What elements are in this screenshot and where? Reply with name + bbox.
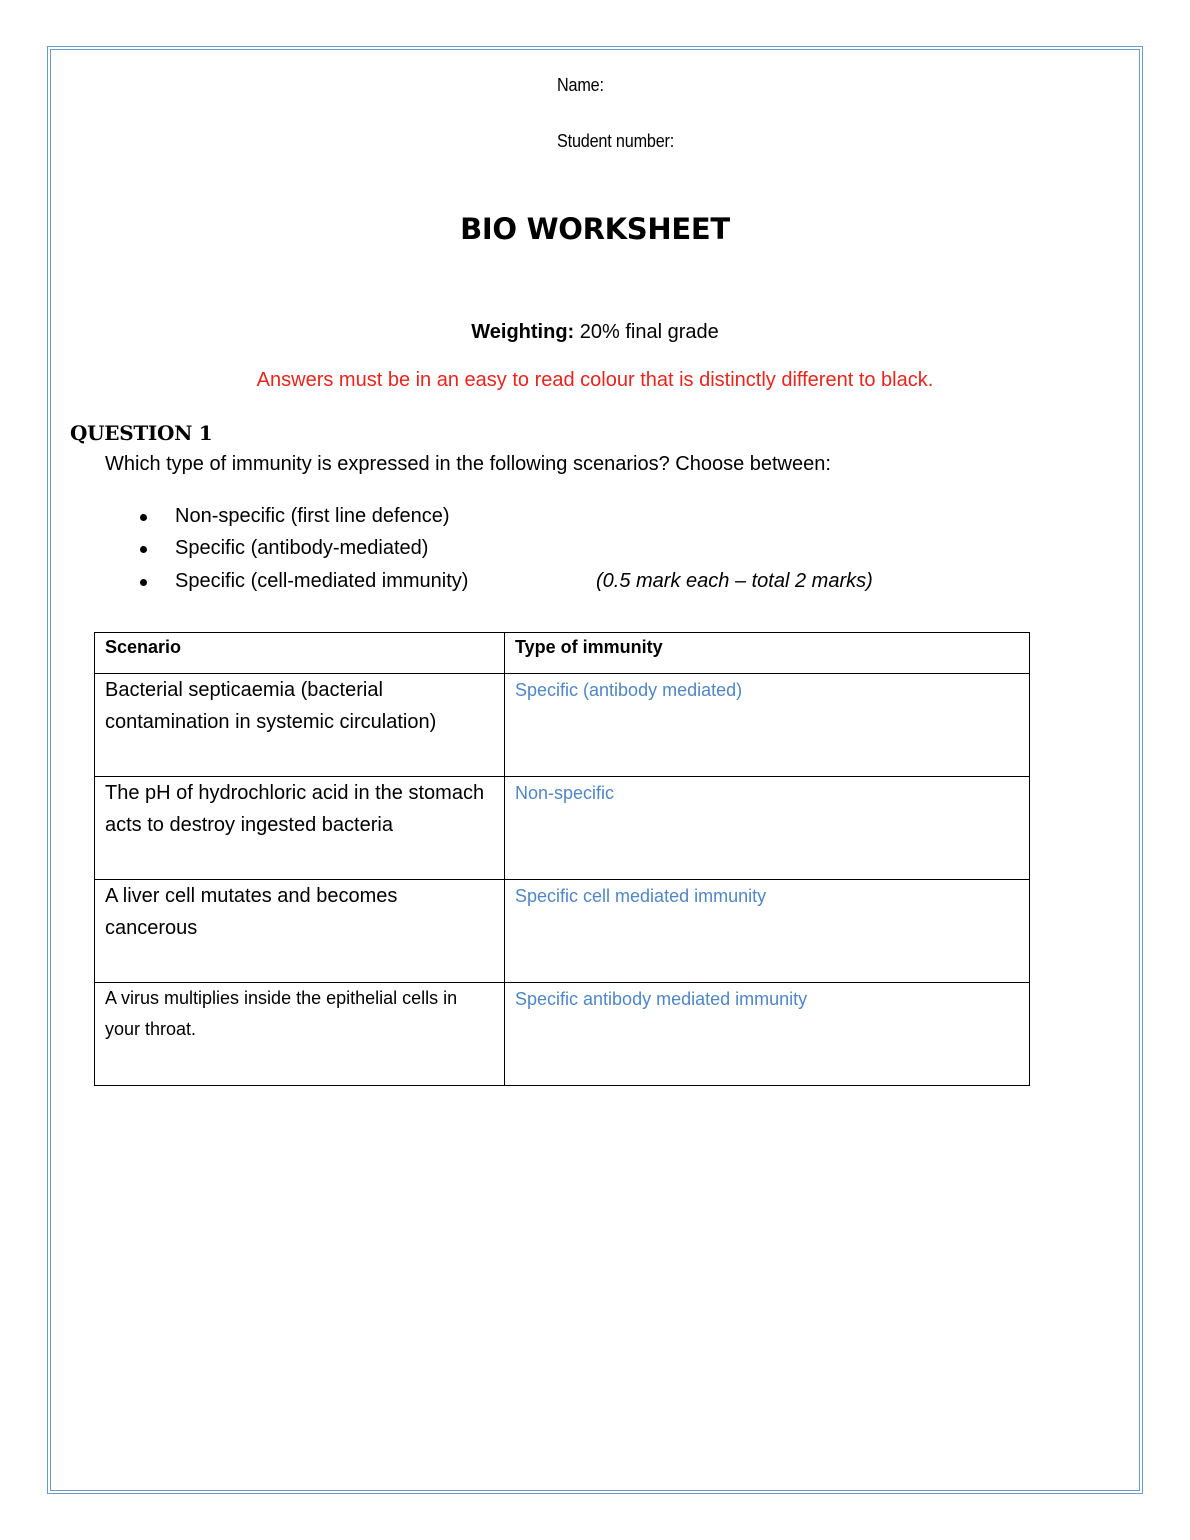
answer-cell[interactable]: Non-specific [505, 777, 1030, 880]
marks-note: (0.5 mark each – total 2 marks) [596, 570, 873, 592]
column-header-type: Type of immunity [505, 633, 1030, 674]
weighting-label: Weighting: [471, 321, 575, 343]
scenario-cell: A liver cell mutates and becomes cancerous [95, 880, 505, 983]
bullet-icon [140, 514, 147, 521]
weighting-line [0, 321, 1190, 344]
scenario-cell: The pH of hydrochloric acid in the stomach acts to destroy ingested bacteria [95, 777, 505, 880]
weighting-value: 20% final grade [574, 321, 719, 343]
answer-cell[interactable]: Specific (antibody mediated) [505, 674, 1030, 777]
student-number-label: Student number: [557, 131, 675, 151]
option-item: Non-specific (first line defence) [175, 505, 450, 527]
table-row [95, 777, 1030, 880]
table-header-row [95, 633, 1030, 674]
scenario-cell: Bacterial septicaemia (bacterial contamination in systemic circulation) [95, 674, 505, 777]
question-prompt: Which type of immunity is expressed in the following scenarios? Choose between: [105, 453, 831, 475]
option-item: Specific (antibody-mediated) [175, 537, 429, 559]
answer-cell[interactable]: Specific cell mediated immunity [505, 880, 1030, 983]
name-label: Name: [557, 75, 604, 95]
bullet-icon [140, 546, 147, 553]
table-row [95, 880, 1030, 983]
answer-colour-notice: Answers must be in an easy to read colour that is distinctly different to black. [256, 369, 934, 391]
question-heading: QUESTION 1 [70, 421, 213, 445]
immunity-table [94, 632, 1030, 1086]
column-header-scenario: Scenario [95, 633, 505, 674]
option-item: Specific (cell-mediated immunity) [175, 570, 469, 592]
bullet-icon [140, 579, 147, 586]
scenario-cell: A virus multiplies inside the epithelial cells in your throat. [95, 983, 505, 1086]
answer-cell[interactable]: Specific antibody mediated immunity [505, 983, 1030, 1086]
table-row [95, 983, 1030, 1086]
table-row [95, 674, 1030, 777]
page-title: BIO WORKSHEET [460, 212, 730, 246]
